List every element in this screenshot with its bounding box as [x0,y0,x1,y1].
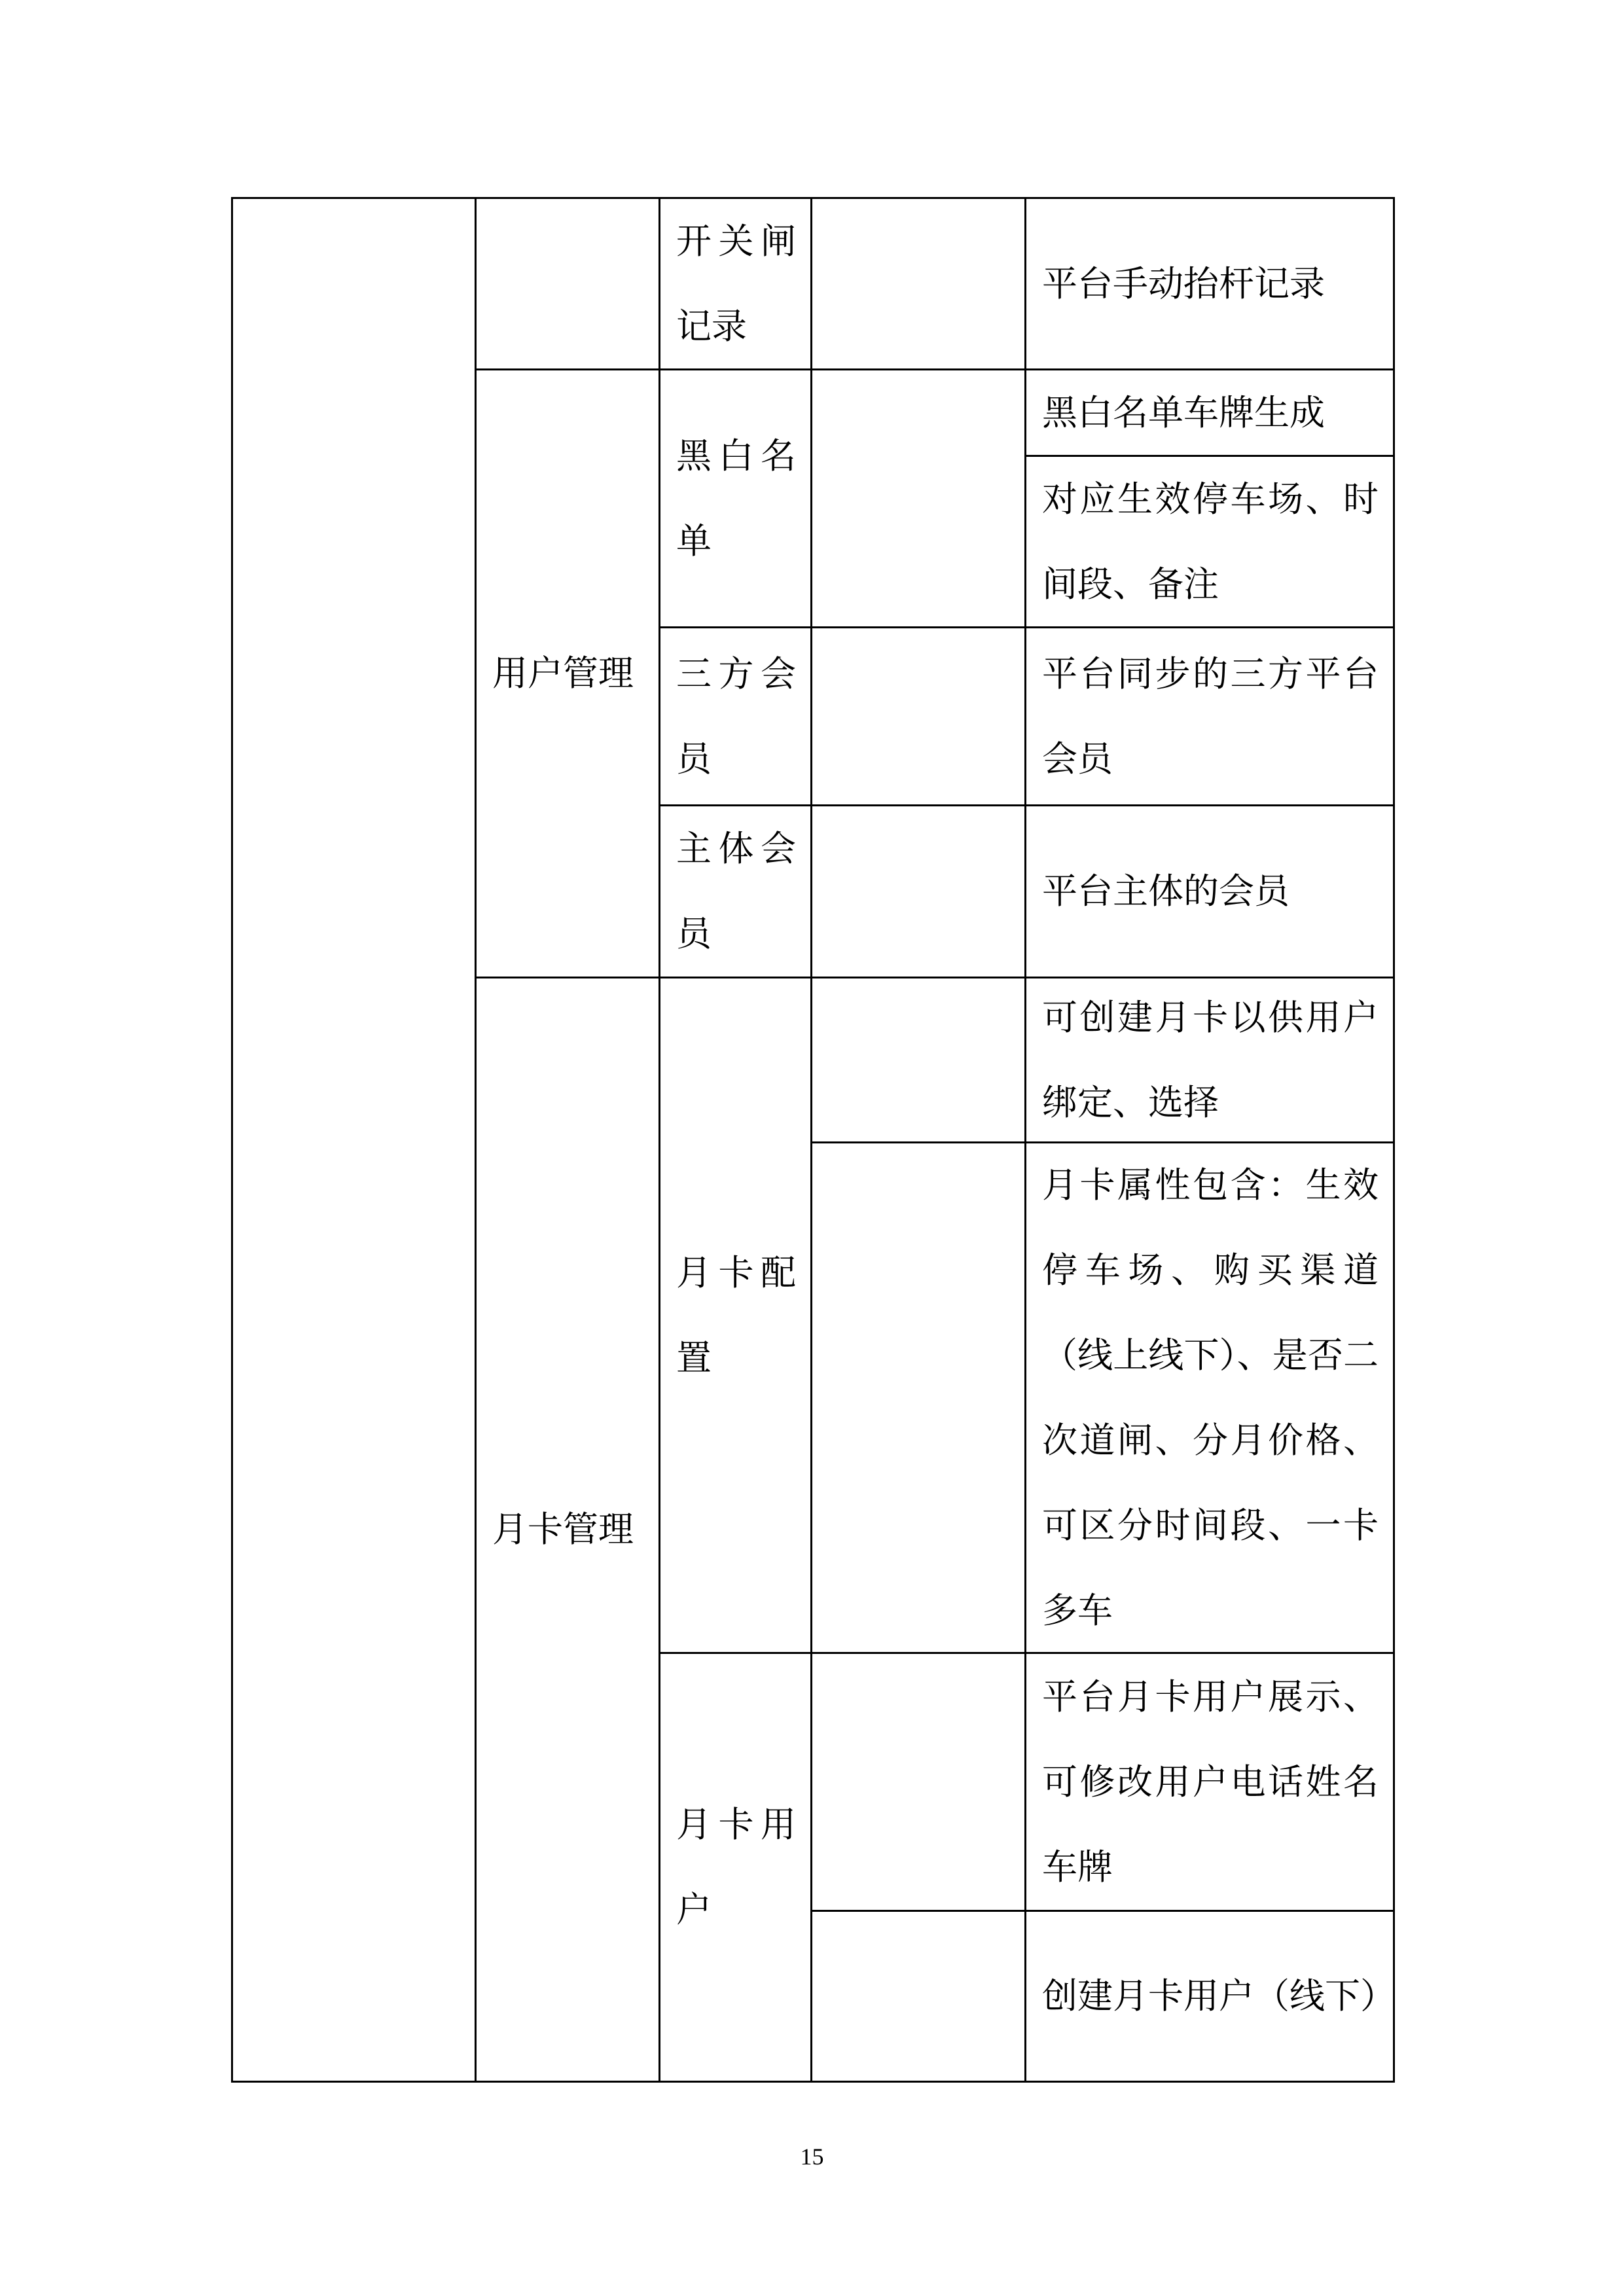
submodule-cell-monthly-card-management [475,977,660,2083]
page-number: 15 [800,2144,824,2170]
blank-cell [810,368,1026,628]
description-cell [1024,977,1395,1143]
feature-cell-blacklist-whitelist [659,368,812,628]
description-cell [1024,197,1395,370]
description-text: 可创建月卡以供用户绑定、选择 [1042,996,1379,1123]
submodule-label: 月卡管理 [492,1509,634,1550]
description-text: 平台手动抬杆记录 [1042,262,1325,304]
feature-label: 主体会员 [676,828,796,954]
blank-cell [810,626,1026,806]
description-text: 黑白名单车牌生成 [1042,391,1325,433]
feature-table [231,197,1396,2081]
description-cell [1024,1652,1395,1912]
blank-cell [810,804,1026,978]
description-cell [1024,1141,1395,1654]
blank-cell [810,197,1026,370]
description-cell [1024,804,1395,978]
feature-label: 三方会员 [676,653,796,780]
feature-cell-gate-records [659,197,812,370]
blank-cell [810,977,1026,1143]
description-text: 平台同步的三方平台会员 [1042,653,1379,780]
feature-label: 开关闸记录 [676,220,796,347]
feature-cell-main-members [659,804,812,978]
description-cell [1024,455,1395,628]
description-text: 平台主体的会员 [1042,870,1290,912]
description-text: 平台月卡用户展示、可修改用户电话姓名车牌 [1042,1676,1379,1888]
description-cell [1024,1910,1395,2083]
feature-label: 黑白名单 [676,435,796,562]
description-text: 月卡属性包含：生效停车场、购买渠道（线上线下）、是否二次道闸、分月价格、可区分时间段、一卡多车 [1042,1164,1379,1631]
feature-label: 月卡配置 [676,1251,796,1378]
module-cell [231,197,477,2083]
feature-cell-monthly-card-config [659,977,812,1654]
feature-cell-monthly-card-users [659,1652,812,2083]
submodule-cell-blank [475,197,660,370]
description-cell [1024,626,1395,806]
submodule-cell-user-management [475,368,660,978]
blank-cell [810,1652,1026,1912]
description-cell [1024,368,1395,457]
submodule-label: 用户管理 [492,653,634,694]
description-text: 对应生效停车场、时间段、备注 [1042,478,1379,605]
blank-cell [810,1141,1026,1654]
blank-cell [810,1910,1026,2083]
feature-label: 月卡用户 [676,1804,796,1930]
feature-cell-third-party-members [659,626,812,806]
description-text: 创建月卡用户（线下） [1042,1975,1396,2017]
